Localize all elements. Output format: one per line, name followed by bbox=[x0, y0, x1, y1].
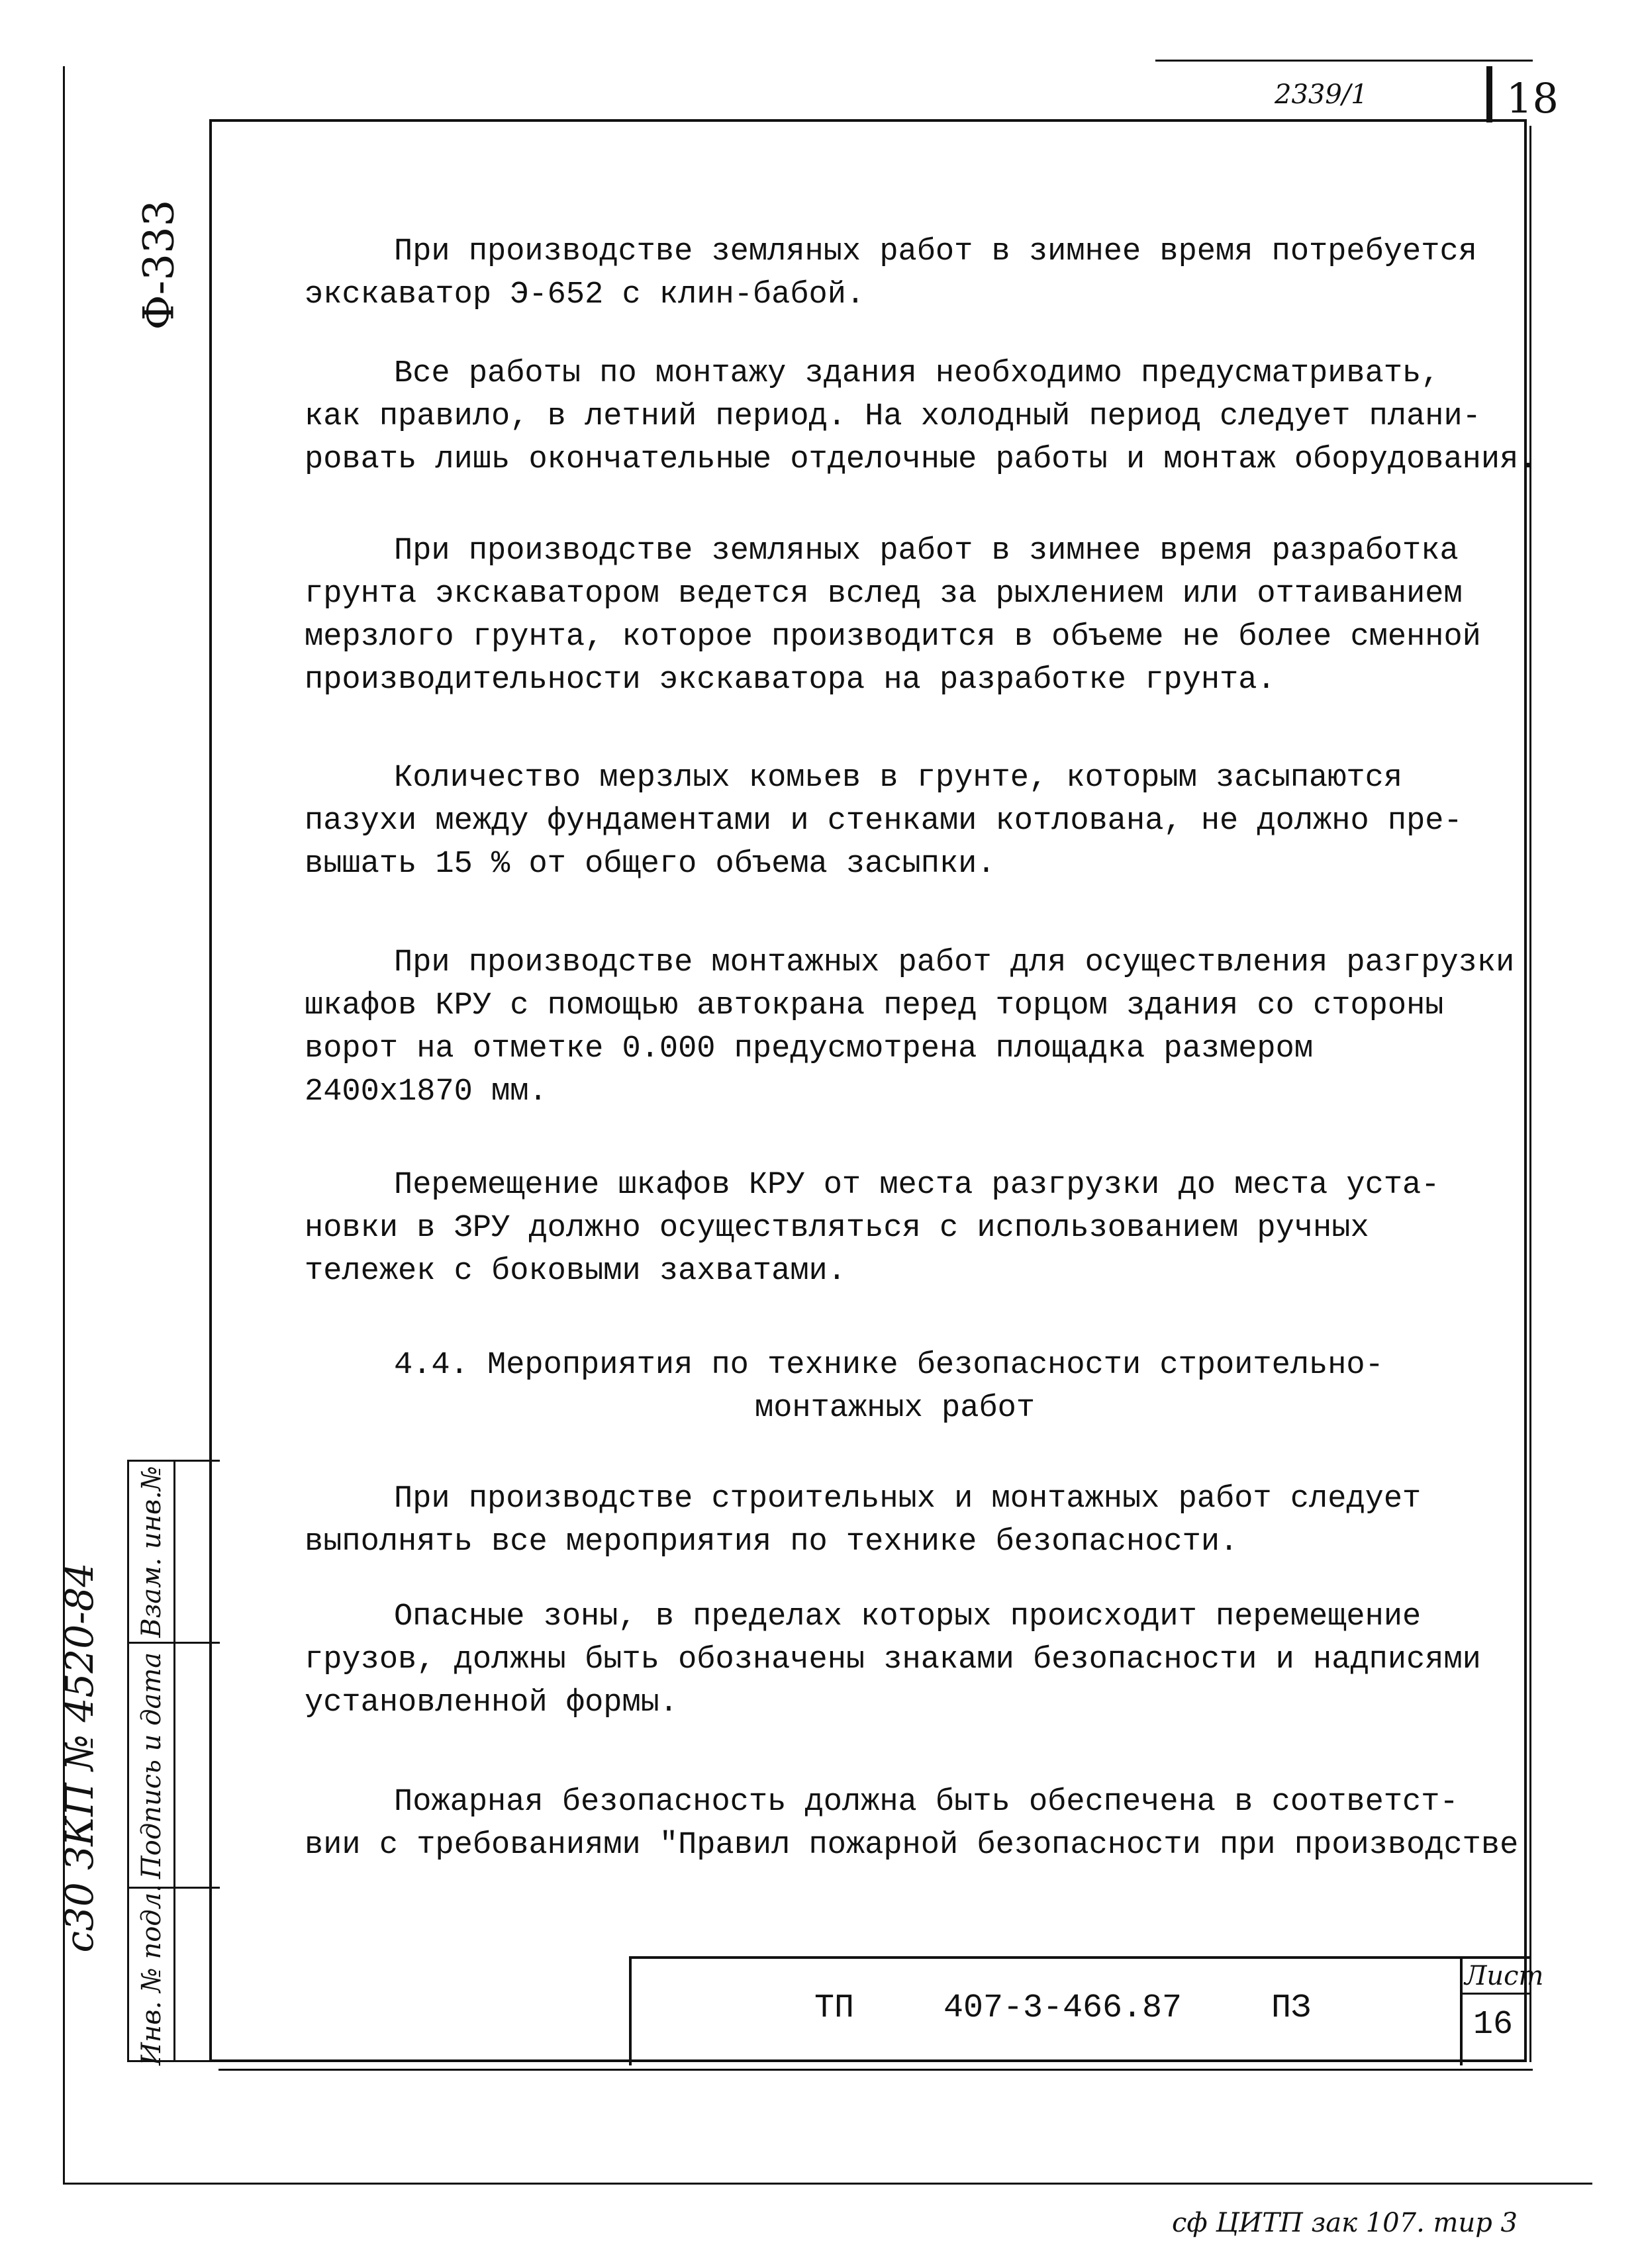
side-code bbox=[93, 199, 225, 331]
doc-prefix: ТП bbox=[814, 1989, 855, 2027]
footer-print-note: сф ЦИТП зак 107. тир 3 bbox=[1172, 2208, 1518, 2238]
sheet-marker-number: 18 bbox=[1506, 74, 1559, 122]
stamp-inv-podl: Инв. № подл. bbox=[136, 1884, 168, 2065]
sheet-label: Лист bbox=[1465, 1961, 1544, 1991]
title-block-sheet-divider bbox=[1460, 1956, 1463, 2065]
outer-bottom-edge bbox=[63, 2183, 1592, 2185]
section-heading bbox=[305, 1344, 1536, 1430]
doc-suffix: ПЗ bbox=[1271, 1989, 1312, 2027]
paragraph-2: Все работы по монтажу здания необходимо предусматривать, как правило, в летний период. На холодный период следует плани- ровать лишь окончательные отделочные работы и монтаж оборудования. bbox=[305, 356, 1537, 477]
paragraph-9: Пожарная безопасность должна быть обеспечена в соответст- вии с требованиями "Правил пожарной безопасности при производстве bbox=[305, 1785, 1519, 1863]
sheet-number: 16 bbox=[1473, 2006, 1514, 2044]
paragraph-1: При производстве земляных работ в зимнее время потребуется экскаватор Э-652 с клин-бабой. bbox=[305, 234, 1477, 312]
section-heading-line-1: 4.4. Мероприятия по технике безопасности строительно- bbox=[394, 1348, 1384, 1383]
title-block-sheet-row bbox=[1460, 1993, 1529, 1995]
title-block-left bbox=[629, 1956, 632, 2065]
stamp-podpis-data: Подпись и дата bbox=[136, 1652, 167, 1879]
paragraph-4: Количество мерзлых комьев в грунте, которым засыпаются пазухи между фундаментами и стенками котлована, не должно пре- вышать 15 % от общего объема засыпки. bbox=[305, 761, 1463, 882]
paragraph-5: При производстве монтажных работ для осуществления разгрузки шкафов КРУ с помощью автокрана перед торцом здания со стороны ворот на отметке 0.000 предусмотрена площадка размером 2400х1870 мм. bbox=[305, 945, 1515, 1110]
sheet-marker-code: 2339/1 bbox=[1275, 79, 1368, 110]
side-registry bbox=[43, 1526, 116, 1989]
paragraph-8: Опасные зоны, в пределах которых происходит перемещение грузов, должны быть обозначены знаками безопасности и надписями установленной формы. bbox=[305, 1599, 1481, 1721]
paragraph-7: При производстве строительных и монтажных работ следует выполнять все мероприятия по технике безопасности. bbox=[305, 1482, 1422, 1560]
section-heading-line-2: монтажных работ bbox=[755, 1391, 1036, 1426]
title-block-top bbox=[629, 1956, 1529, 1959]
stamp-vzam-inv: Взам. инв.№ bbox=[136, 1466, 168, 1638]
doc-number: 407-3-466.87 bbox=[943, 1989, 1183, 2027]
side-registry-text: с30 ЗКП № 4520-84 bbox=[57, 1562, 102, 1953]
main-frame-bottom-shadow bbox=[218, 2069, 1533, 2071]
sheet-marker-divider bbox=[1486, 66, 1492, 122]
paragraph-6: Перемещение шкафов КРУ от места разгрузки до места уста- новки в ЗРУ должно осуществляться с использованием ручных тележек с боковыми захватами. bbox=[305, 1168, 1440, 1289]
top-right-rule bbox=[1155, 60, 1533, 62]
side-code-text: Ф-333 bbox=[134, 199, 183, 330]
paragraph-3: При производстве земляных работ в зимнее время разработка грунта экскаватором ведется вслед за рыхлением или оттаиванием мерзлого грунта, которое производится в объеме не более сменной производительности экскаватора на разработке грунта. bbox=[305, 534, 1481, 698]
